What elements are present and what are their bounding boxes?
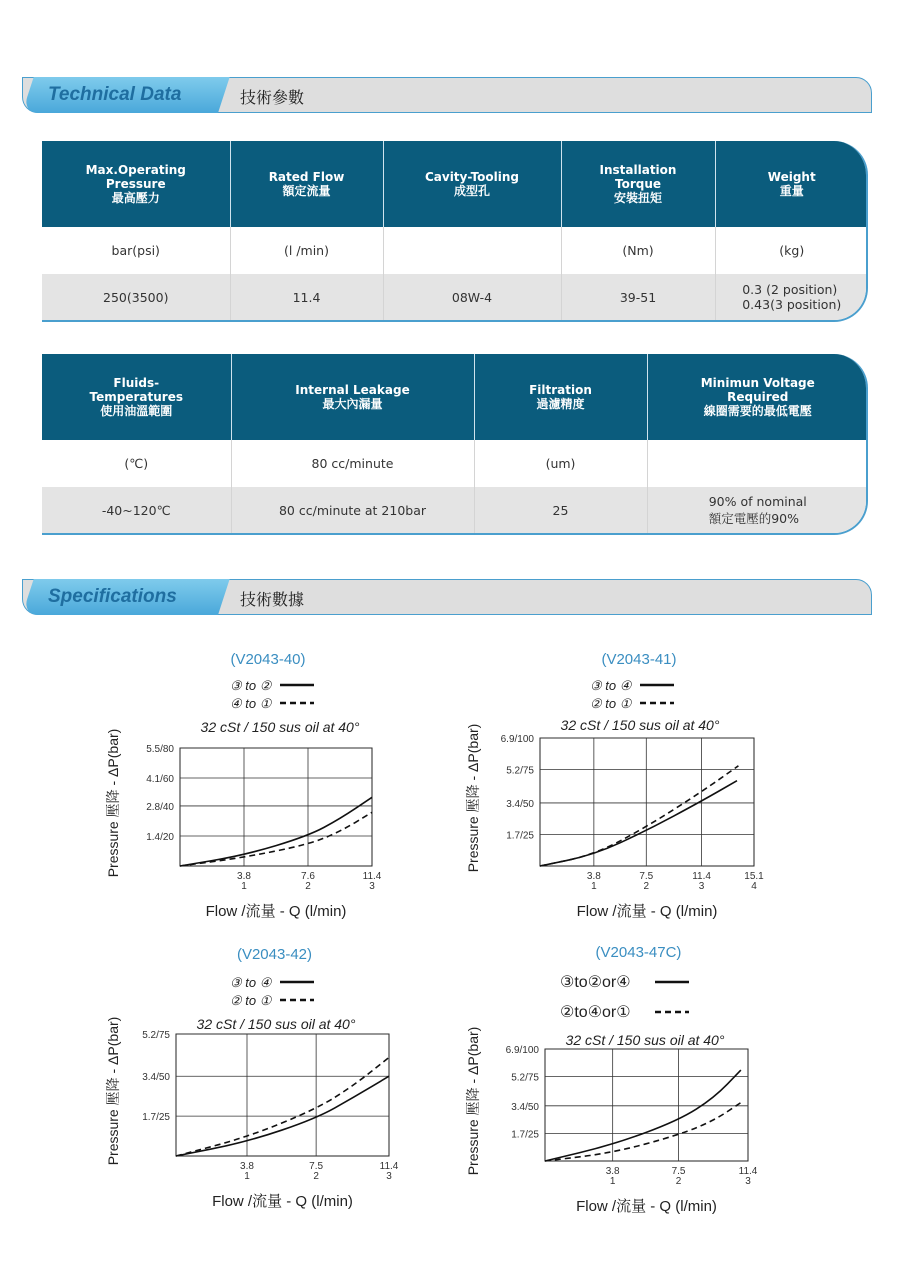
oil-condition-label: 32 cSt / 150 sus oil at 40° [196, 1016, 356, 1032]
header-max-pressure: Max.Operating Pressure 最高壓力 [42, 141, 230, 227]
legend-label: ② to ① [590, 696, 632, 711]
section-title-en: Specifications [48, 586, 177, 607]
chart-svg [100, 935, 520, 1225]
value-cell: 90% of nominal 額定電壓的90% [647, 487, 868, 533]
unit-cell [383, 227, 561, 274]
x-tick-sublabel: 3 [369, 881, 375, 892]
chart-svg [100, 640, 520, 930]
x-tick-label: 11.4 [379, 1161, 399, 1172]
x-tick-sublabel: 2 [643, 881, 650, 892]
table-unit-row [42, 440, 868, 487]
chart-svg [460, 935, 880, 1225]
header-weight: Weight 重量 [715, 141, 868, 227]
plot-frame [540, 738, 754, 866]
x-tick-sublabel: 2 [305, 881, 311, 892]
legend-label: ③ to ② [230, 678, 272, 693]
x-tick-label: 11.4 [362, 871, 382, 882]
x-axis-label: Flow /流量 - Q (l/min) [205, 903, 347, 920]
y-tick-label: 2.8/40 [146, 801, 174, 813]
oil-condition-label: 32 cSt / 150 sus oil at 40° [565, 1032, 725, 1048]
value-cell: -40~120℃ [42, 487, 231, 533]
header-fluid-temp: Fluids- Temperatures 使用油溫範圍 [42, 354, 231, 440]
x-tick-label: 7.6 [301, 871, 315, 882]
x-tick-sublabel: 1 [591, 881, 597, 892]
y-tick-label: 1.7/25 [511, 1129, 539, 1141]
series-dashed-curve [176, 1057, 389, 1156]
header-filtration: Filtration 過濾精度 [474, 354, 647, 440]
unit-cell: (℃) [42, 440, 231, 487]
chart-v2043-40 [100, 640, 520, 930]
x-tick-sublabel: 3 [386, 1171, 392, 1182]
x-axis-label: Flow /流量 - Q (l/min) [576, 1198, 717, 1215]
unit-cell: 80 cc/minute [231, 440, 474, 487]
x-tick-label: 11.4 [692, 871, 711, 882]
y-tick-label: 1.7/25 [506, 830, 534, 842]
y-tick-label: 4.1/60 [146, 774, 174, 786]
technical-table-2 [42, 354, 868, 535]
x-tick-label: 7.5 [671, 1166, 686, 1177]
x-tick-sublabel: 1 [244, 1171, 250, 1182]
y-tick-label: 6.9/100 [505, 1045, 539, 1056]
legend-label: ③to②or④ [560, 974, 631, 991]
table-header-row [42, 141, 868, 227]
x-tick-sublabel: 4 [751, 881, 757, 892]
series-solid-curve [540, 781, 737, 866]
legend-label: ③ to ④ [230, 975, 272, 990]
series-dashed-curve [180, 812, 372, 866]
chart-title: (V2043-41) [601, 651, 677, 668]
chart-title: (V2043-42) [236, 946, 313, 963]
x-tick-label: 3.8 [240, 1161, 254, 1172]
chart-v2043-47c [460, 935, 880, 1225]
section-title-zh: 技術參數 [240, 88, 305, 107]
y-axis-label: Pressure 壓降 - ΔP(bar) [465, 723, 481, 873]
y-tick-label: 5.2/75 [511, 1072, 539, 1084]
x-tick-label: 3.8 [586, 871, 601, 882]
unit-cell: bar(psi) [42, 227, 230, 274]
y-tick-label: 1.7/25 [142, 1112, 170, 1124]
table-value-row [42, 487, 868, 533]
y-tick-label: 3.4/50 [506, 798, 534, 810]
table-unit-row [42, 227, 868, 274]
y-tick-label: 6.9/100 [500, 734, 534, 745]
value-cell: 39-51 [561, 274, 715, 320]
y-tick-label: 5.2/75 [142, 1030, 170, 1041]
plot-frame [180, 748, 372, 866]
oil-condition-label: 32 cSt / 150 sus oil at 40° [560, 717, 720, 733]
unit-cell: (um) [474, 440, 647, 487]
unit-cell: (kg) [715, 227, 868, 274]
table-value-row [42, 274, 868, 320]
unit-cell [647, 440, 868, 487]
header-cavity: Cavity-Tooling 成型孔 [383, 141, 561, 227]
x-tick-sublabel: 1 [241, 881, 247, 892]
chart-title: (V2043-40) [230, 651, 306, 668]
value-cell: 0.3 (2 position) 0.43(3 position) [715, 274, 868, 320]
x-axis-label: Flow /流量 - Q (l/min) [576, 903, 718, 920]
value-cell: 08W-4 [383, 274, 561, 320]
y-tick-label: 1.4/20 [146, 831, 174, 843]
legend-label: ④ to ① [230, 696, 272, 711]
x-tick-sublabel: 2 [675, 1176, 682, 1187]
series-solid-curve [180, 797, 372, 866]
table-header-row [42, 354, 868, 440]
chart-v2043-41 [460, 640, 880, 930]
x-tick-sublabel: 3 [698, 881, 705, 892]
series-dashed-curve [545, 1103, 741, 1161]
x-tick-label: 7.5 [639, 871, 654, 882]
section-title-zh: 技術數據 [240, 590, 305, 609]
x-tick-label: 7.5 [309, 1161, 324, 1172]
legend-label: ③ to ④ [590, 678, 632, 693]
y-tick-label: 3.4/50 [142, 1072, 170, 1084]
technical-data-header [22, 77, 872, 113]
header-voltage: Minimun Voltage Required 線圈需要的最低電壓 [647, 354, 868, 440]
legend-label: ② to ① [230, 993, 272, 1008]
y-tick-label: 5.5/80 [146, 744, 174, 755]
value-cell: 250(3500) [42, 274, 230, 320]
series-dashed-curve [540, 766, 738, 866]
x-tick-label: 15.1 [744, 871, 764, 882]
chart-v2043-42 [100, 935, 520, 1225]
technical-table-1 [42, 141, 868, 322]
header-rated-flow: Rated Flow 額定流量 [230, 141, 383, 227]
section-title-en: Technical Data [48, 84, 182, 105]
chart-title: (V2043-47C) [595, 944, 682, 961]
y-tick-label: 3.4/50 [511, 1101, 539, 1113]
x-tick-sublabel: 1 [609, 1176, 616, 1187]
chart-svg [460, 640, 880, 930]
value-cell: 11.4 [230, 274, 383, 320]
y-tick-label: 5.2/75 [506, 765, 534, 777]
y-axis-label: Pressure 壓降 - ΔP(bar) [465, 1026, 481, 1176]
x-tick-sublabel: 2 [313, 1171, 319, 1182]
y-axis-label: Pressure 壓降 - ΔP(bar) [105, 728, 121, 878]
value-cell: 25 [474, 487, 647, 533]
specifications-header [22, 579, 872, 615]
header-torque: Installation Torque 安裝扭矩 [561, 141, 715, 227]
x-tick-sublabel: 3 [745, 1176, 751, 1187]
x-axis-label: Flow /流量 - Q (l/min) [212, 1193, 353, 1210]
legend-label: ②to④or① [560, 1004, 631, 1021]
x-tick-label: 3.8 [605, 1166, 620, 1177]
unit-cell: (l /min) [230, 227, 383, 274]
unit-cell: (Nm) [561, 227, 715, 274]
series-solid-curve [545, 1070, 741, 1161]
oil-condition-label: 32 cSt / 150 sus oil at 40° [200, 719, 360, 735]
y-axis-label: Pressure 壓降 - ΔP(bar) [105, 1016, 121, 1166]
header-leakage: Internal Leakage 最大內漏量 [231, 354, 474, 440]
x-tick-label: 3.8 [237, 871, 251, 882]
value-cell: 80 cc/minute at 210bar [231, 487, 474, 533]
x-tick-label: 11.4 [738, 1166, 758, 1177]
